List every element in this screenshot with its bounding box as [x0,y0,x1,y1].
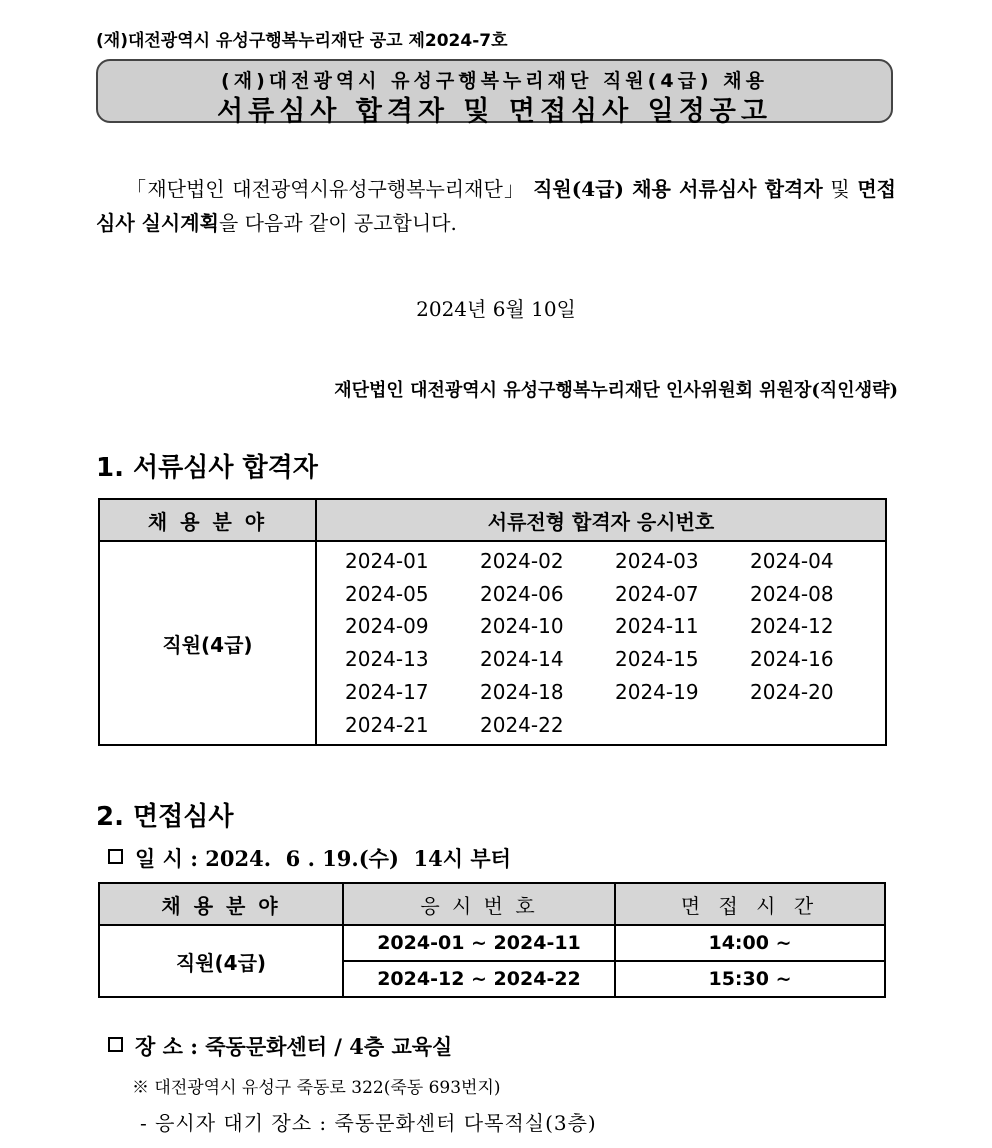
notice-number: (재)대전광역시 유성구행복누리재단 공고 제2024-7호 [96,31,508,51]
applicant-number: 2024-20 [750,679,834,704]
square-bullet-icon [108,849,123,864]
intro-phrase-2: 및 [830,177,850,201]
applicant-number: 2024-11 [615,614,699,639]
applicant-number: 2024-08 [750,581,834,606]
applicant-number: 2024-17 [345,679,429,704]
col-header-field: 채 용 분 야 [99,499,316,541]
field-cell: 직원(4급) [99,925,343,997]
applicant-number: 2024-19 [615,679,699,704]
intro-phrase-4: 을 다음과 같이 공고합니다. [218,211,457,235]
range-cell: 2024-12 ~ 2024-22 [343,961,615,997]
range-cell: 2024-01 ~ 2024-11 [343,925,615,961]
schedule-label: 일 시 : [135,846,206,871]
document-pass-table [98,498,887,746]
intro-phrase-1: 직원(4급) 채용 서류심사 합격자 [533,177,823,201]
issuer-signature: 재단법인 대전광역시 유성구행복누리재단 인사위원회 위원장(직인생략) [334,380,898,401]
applicant-number: 2024-01 [345,549,429,573]
col-header-field: 채 용 분 야 [99,883,343,925]
schedule-value: 2024. 6 . 19.(수) 14시 부터 [205,846,511,871]
intro-paragraph [96,172,896,240]
applicant-number: 2024-10 [480,614,564,639]
place-label: 장 소 : [135,1034,206,1059]
field-cell: 직원(4급) [99,541,316,745]
applicant-number: 2024-05 [345,581,429,606]
waiting-room-note: - 응시자 대기 장소 : 죽동문화센터 다목적실(3층) [140,1111,597,1135]
time-cell: 14:00 ~ [615,925,885,961]
applicant-number: 2024-22 [480,712,564,737]
applicant-number: 2024-14 [480,647,564,672]
square-bullet-icon [108,1037,123,1052]
col-header-numbers: 응 시 번 호 [343,883,615,925]
numbers-cell [316,541,886,745]
interview-table [98,882,886,998]
section1-title: 1. 서류심사 합격자 [96,453,318,483]
applicant-number: 2024-02 [480,549,564,573]
place-value: 죽동문화센터 / 4층 교육실 [205,1034,453,1059]
intro-foundation: 「재단법인 대전광역시유성구행복누리재단」 [126,177,526,201]
address-note: ※ 대전광역시 유성구 죽동로 322(죽동 693번지) [132,1078,501,1098]
title-line-2: 서류심사 합격자 및 면접심사 일정공고 [217,96,772,127]
place-line [108,1031,452,1061]
section2-title: 2. 면접심사 [96,802,234,832]
intro-phrase-3: 면접심사 실시계획 [96,177,896,235]
title-line-1: (재)대전광역시 유성구행복누리재단 직원(4급) 채용 [221,70,768,92]
schedule-line [108,843,511,873]
applicant-number: 2024-13 [345,647,429,672]
numbers-grid [317,542,885,744]
time-cell: 15:30 ~ [615,961,885,997]
applicant-number: 2024-04 [750,549,834,573]
applicant-number: 2024-16 [750,647,834,672]
notice-date: 2024년 6월 10일 [416,297,576,321]
applicant-number: 2024-06 [480,581,564,606]
applicant-number: 2024-09 [345,614,429,639]
applicant-number: 2024-21 [345,712,429,737]
applicant-number: 2024-07 [615,581,699,606]
title-box [96,59,893,127]
applicant-number: 2024-12 [750,614,834,639]
col-header-time: 면 접 시 간 [615,883,885,925]
col-header-numbers: 서류전형 합격자 응시번호 [316,499,886,541]
applicant-number: 2024-03 [615,549,699,573]
applicant-number: 2024-15 [615,647,699,672]
applicant-number: 2024-18 [480,679,564,704]
